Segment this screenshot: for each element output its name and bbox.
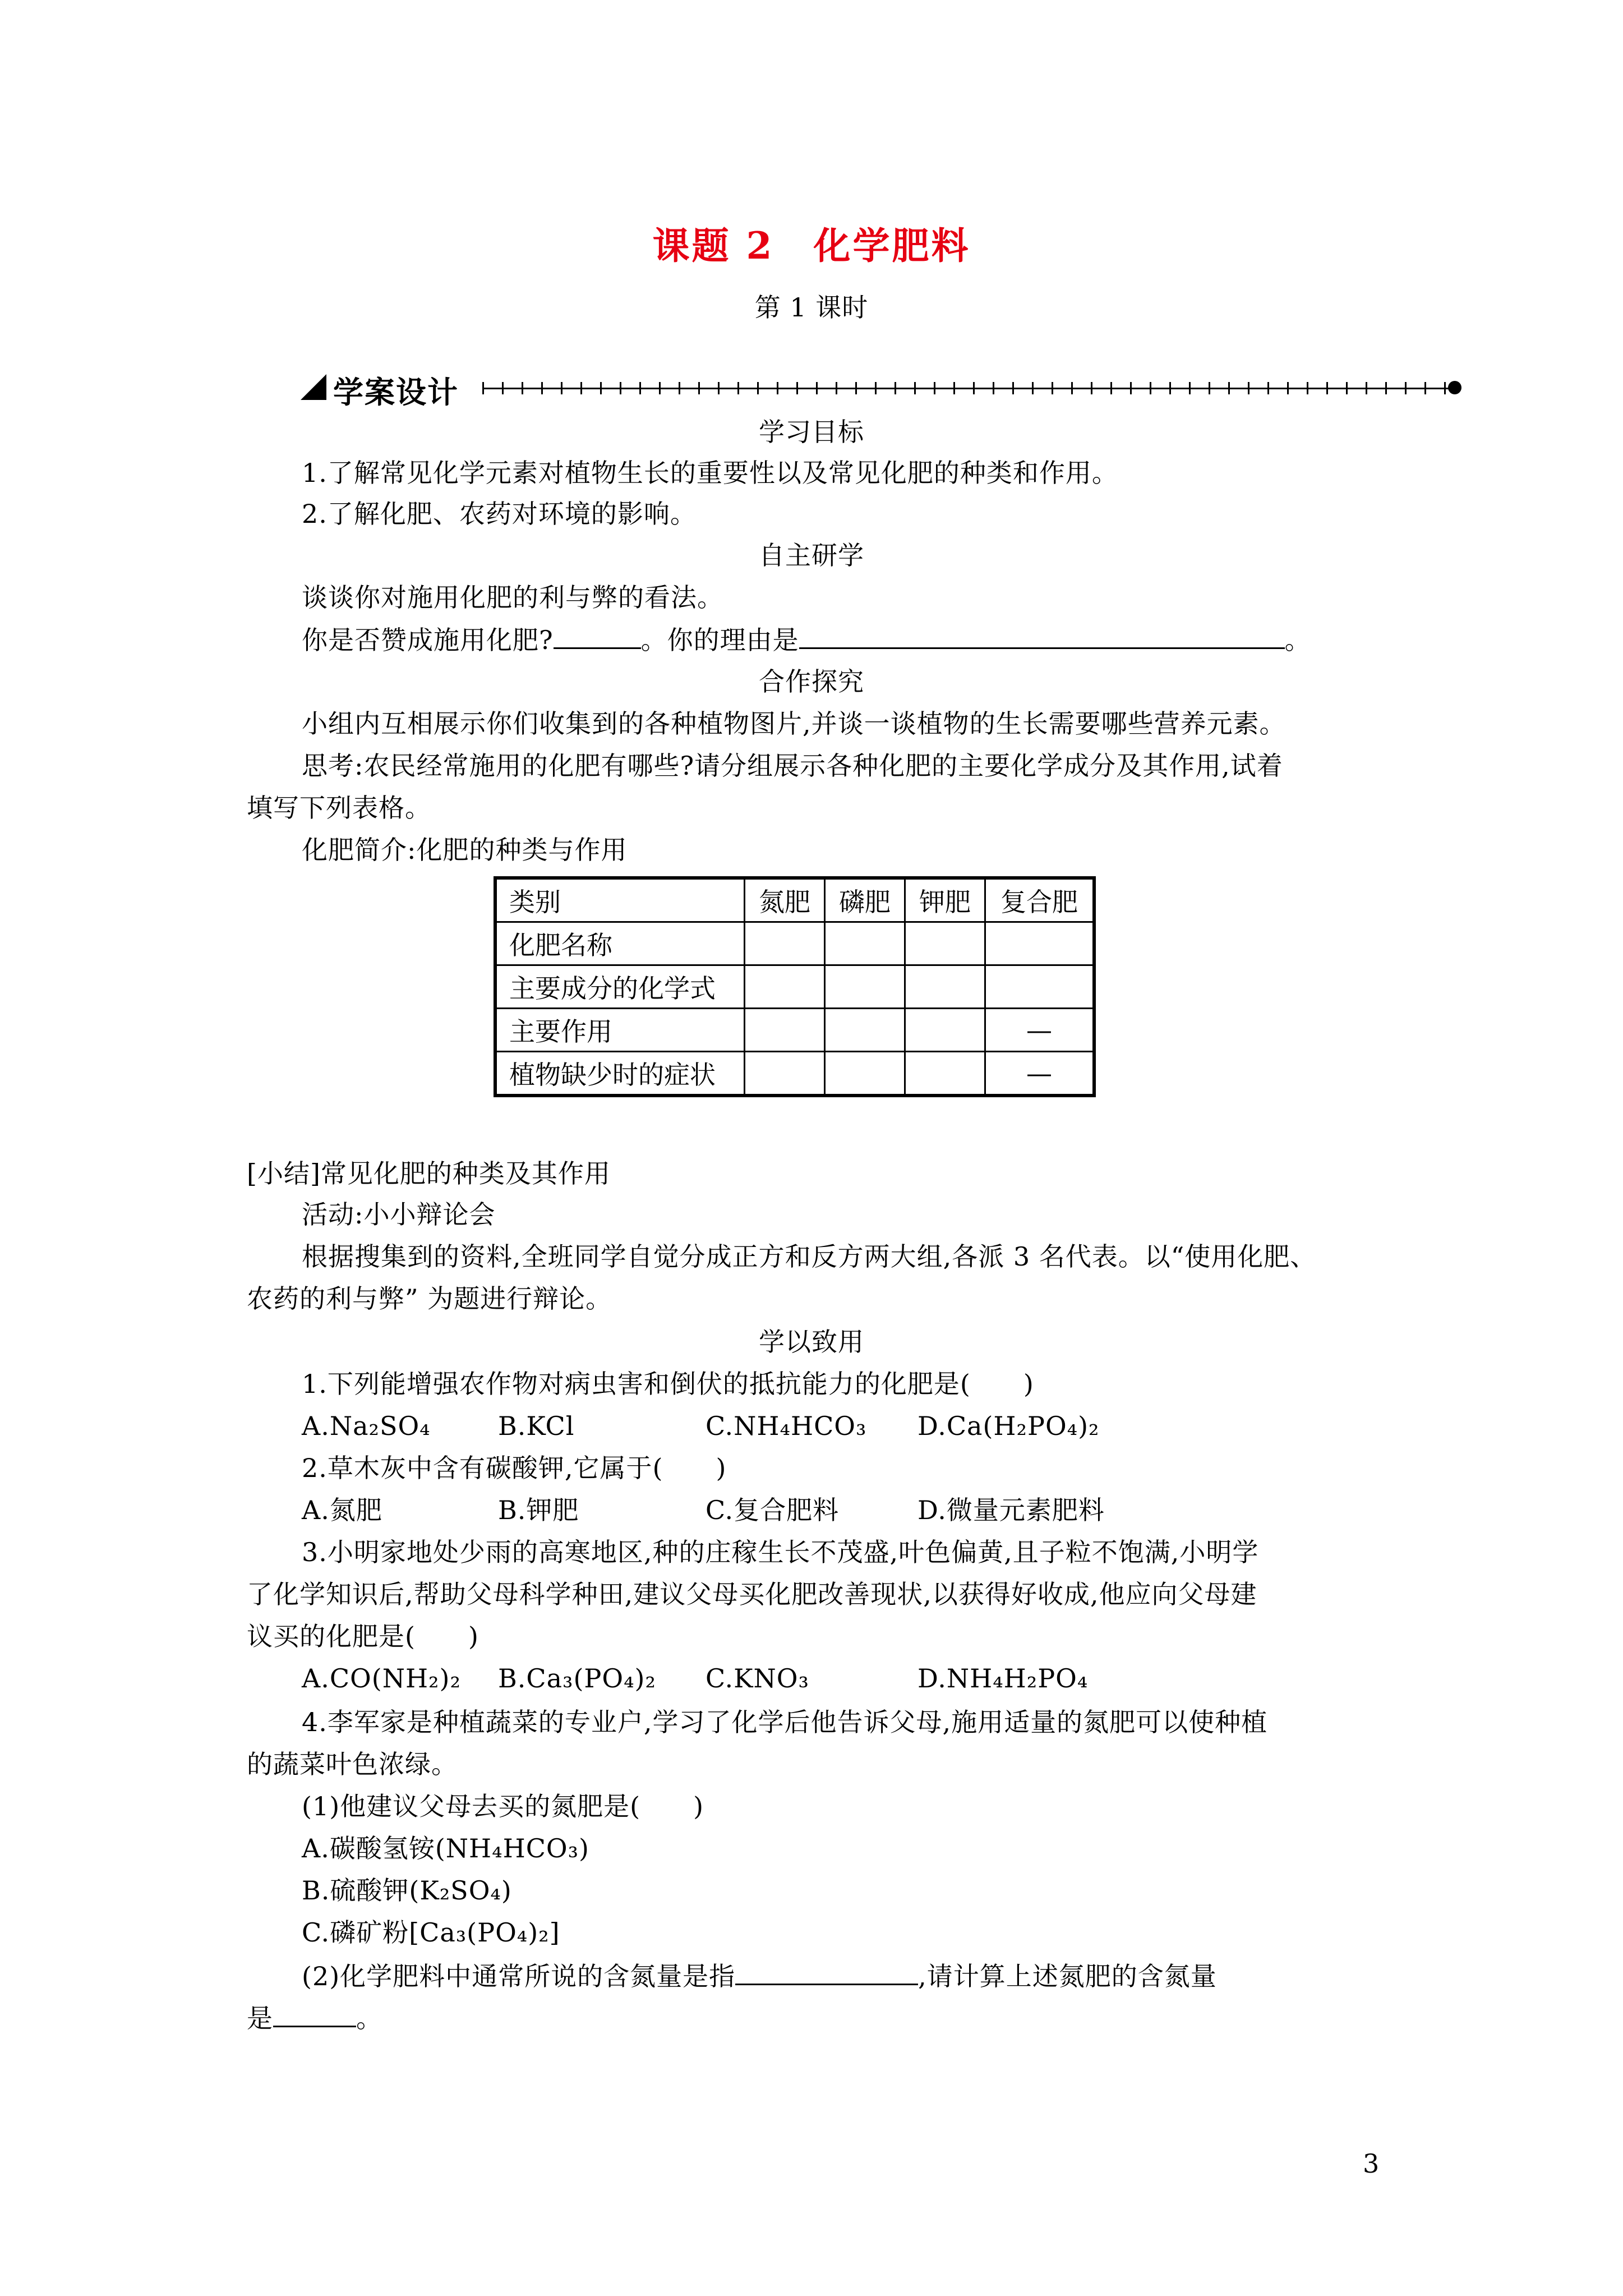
question-3: 3.小明家地处少雨的高寒地区,种的庄稼生长不茂盛,叶色偏黄,且子粒不饱满,小明学 (302, 1537, 1259, 1567)
question-text: 是 (247, 2003, 273, 2033)
question-text: 。你的理由是 (640, 625, 799, 655)
question-4-part-2 (302, 1959, 1217, 1993)
table-cell[interactable] (745, 1052, 825, 1096)
option-c[interactable]: C.复合肥料 (706, 1495, 840, 1525)
question-text: 。 (1284, 625, 1311, 655)
table-header-row (495, 878, 1094, 922)
table-cell[interactable] (905, 922, 985, 965)
reason-blank[interactable] (799, 623, 1285, 649)
banner-ticks (482, 382, 1453, 394)
option-b[interactable]: B.硫酸钾(K₂SO₄) (302, 1875, 512, 1906)
coop-paragraph: 思考:农民经常施用的化肥有哪些?请分组展示各种化肥的主要化学成分及其作用,试着 (302, 751, 1283, 781)
question-4-part-2-cont (247, 2001, 382, 2035)
table-cell: — (985, 1009, 1095, 1052)
option-c[interactable]: C.KNO₃ (706, 1663, 809, 1694)
goals-heading: 学习目标 (759, 417, 864, 447)
page-number: 3 (1363, 2148, 1380, 2179)
table-header-cell: 磷肥 (825, 878, 905, 922)
question-text: 。 (356, 2003, 382, 2033)
option-b[interactable]: B.KCl (498, 1411, 575, 1441)
coop-paragraph: 填写下列表格。 (247, 793, 431, 823)
table-row (495, 1009, 1094, 1052)
table-header-cell: 类别 (495, 878, 745, 922)
table-cell[interactable] (825, 1052, 905, 1096)
row-label: 主要成分的化学式 (495, 965, 745, 1009)
answer-blank[interactable] (735, 1959, 918, 1985)
table-cell[interactable] (745, 1009, 825, 1052)
table-row (495, 1052, 1094, 1096)
table-cell[interactable] (905, 1009, 985, 1052)
activity-paragraph: 根据搜集到的资料,全班同学自觉分成正方和反方两大组,各派 3 名代表。以“使用化肥、 (302, 1241, 1317, 1272)
self-study-question (302, 623, 1311, 657)
table-cell[interactable] (905, 1052, 985, 1096)
question-4-part-1: (1)他建议父母去买的氮肥是( ) (302, 1791, 704, 1821)
table-caption: 化肥简介:化肥的种类与作用 (302, 835, 628, 865)
activity-title: 活动:小小辩论会 (302, 1199, 496, 1230)
question-2: 2.草木灰中含有碳酸钾,它属于( ) (302, 1453, 727, 1483)
option-a[interactable]: A.CO(NH₂)₂ (302, 1663, 461, 1694)
table-cell[interactable] (745, 922, 825, 965)
fertilizer-table (494, 876, 1096, 1097)
question-4: 的蔬菜叶色浓绿。 (247, 1749, 458, 1779)
question-text: ,请计算上述氮肥的含氮量 (918, 1961, 1217, 1991)
option-a[interactable]: A.氮肥 (302, 1495, 382, 1525)
activity-paragraph: 农药的利与弊” 为题进行辩论。 (247, 1283, 612, 1314)
answer-blank[interactable] (554, 623, 641, 649)
answer-blank[interactable] (273, 2001, 356, 2027)
question-3: 了化学知识后,帮助父母科学种田,建议父母买化肥改善现状,以获得好收成,他应向父母建 (247, 1579, 1257, 1609)
table-cell[interactable] (985, 965, 1095, 1009)
table-cell[interactable] (825, 1009, 905, 1052)
table-header-cell: 复合肥 (985, 878, 1095, 922)
option-c[interactable]: C.NH₄HCO₃ (706, 1411, 867, 1441)
option-b[interactable]: B.钾肥 (498, 1495, 579, 1525)
question-4: 4.李军家是种植蔬菜的专业户,学习了化学后他告诉父母,施用适量的氮肥可以使种植 (302, 1707, 1268, 1737)
triangle-icon (301, 374, 326, 400)
option-a[interactable]: A.碳酸氢铵(NH₄HCO₃) (302, 1833, 590, 1864)
banner-end-dot (1448, 381, 1461, 394)
table-row (495, 922, 1094, 965)
row-label: 植物缺少时的症状 (495, 1052, 745, 1096)
section-banner (297, 367, 1464, 410)
table-cell[interactable] (825, 922, 905, 965)
question-1: 1.下列能增强农作物对病虫害和倒伏的抵抗能力的化肥是( ) (302, 1369, 1034, 1399)
lesson-title: 课题 2 化学肥料 (652, 224, 971, 268)
apply-heading: 学以致用 (759, 1327, 864, 1357)
table-cell: — (985, 1052, 1095, 1096)
option-d[interactable]: D.NH₄H₂PO₄ (917, 1663, 1089, 1694)
option-d[interactable]: D.微量元素肥料 (917, 1495, 1105, 1525)
row-label: 主要作用 (495, 1009, 745, 1052)
table-cell[interactable] (825, 965, 905, 1009)
option-b[interactable]: B.Ca₃(PO₄)₂ (498, 1663, 656, 1694)
question-3: 议买的化肥是( ) (247, 1621, 479, 1651)
option-c[interactable]: C.磷矿粉[Ca₃(PO₄)₂] (302, 1917, 560, 1948)
table-header-cell: 氮肥 (745, 878, 825, 922)
self-study-heading: 自主研学 (759, 540, 864, 570)
table-cell[interactable] (745, 965, 825, 1009)
table-cell[interactable] (905, 965, 985, 1009)
coop-heading: 合作探究 (759, 666, 864, 697)
question-text: 你是否赞成施用化肥? (302, 625, 554, 655)
goal-item: 1.了解常见化学元素对植物生长的重要性以及常见化肥的种类和作用。 (302, 458, 1118, 488)
table-header-cell: 钾肥 (905, 878, 985, 922)
question-text: (2)化学肥料中通常所说的含氮量是指 (302, 1961, 736, 1991)
self-study-text: 谈谈你对施用化肥的利与弊的看法。 (302, 582, 723, 613)
lesson-subtitle: 第 1 课时 (754, 292, 869, 323)
option-a[interactable]: A.Na₂SO₄ (302, 1411, 431, 1441)
row-label: 化肥名称 (495, 922, 745, 965)
table-row (495, 965, 1094, 1009)
table-cell[interactable] (985, 922, 1095, 965)
coop-paragraph: 小组内互相展示你们收集到的各种植物图片,并谈一谈植物的生长需要哪些营养元素。 (302, 708, 1286, 739)
summary-text: [小结]常见化肥的种类及其作用 (247, 1158, 611, 1189)
option-d[interactable]: D.Ca(H₂PO₄)₂ (917, 1411, 1100, 1441)
goal-item: 2.了解化肥、农药对环境的影响。 (302, 499, 697, 529)
banner-label: 学案设计 (333, 375, 459, 410)
